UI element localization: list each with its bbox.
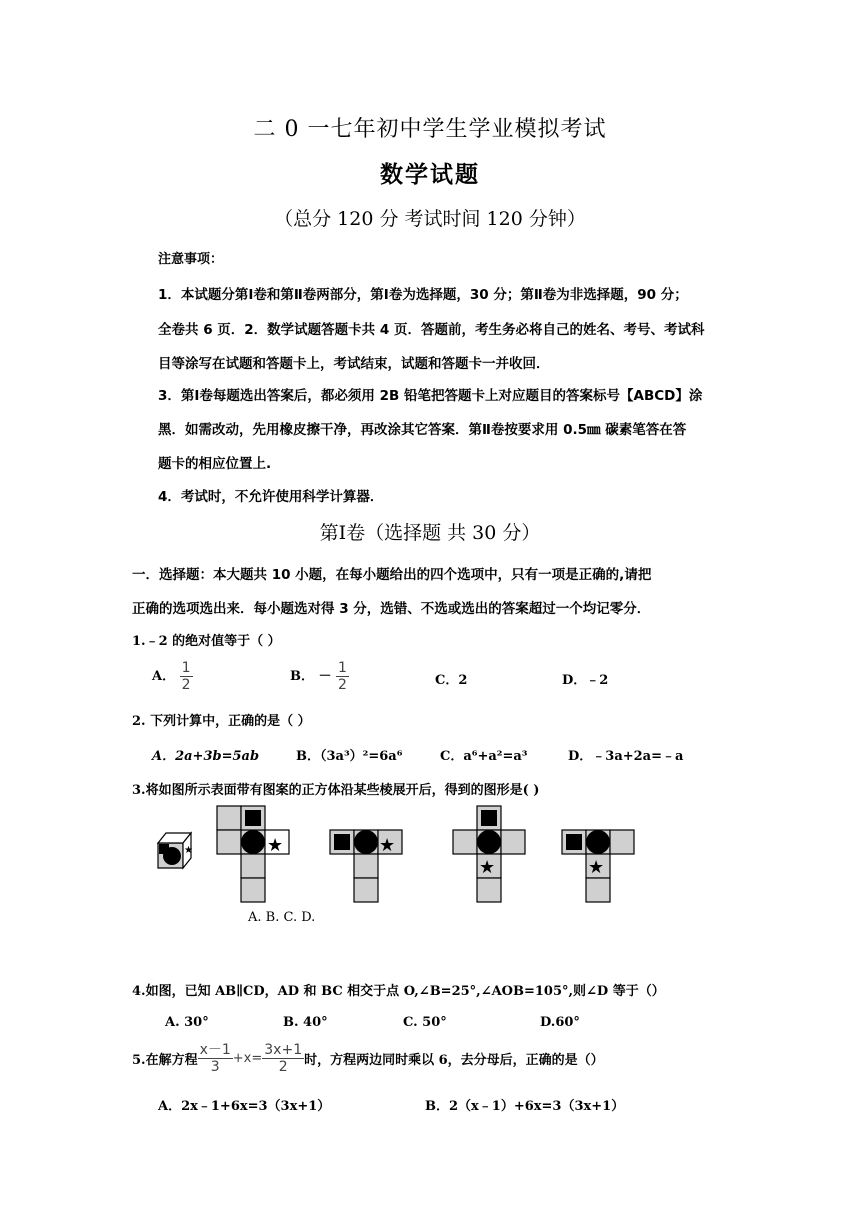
exam-info: （总分 120 分 考试时间 120 分钟） [274, 208, 586, 230]
notes-heading: 注意事项： [158, 252, 224, 267]
fraction [180, 660, 193, 693]
fraction [336, 660, 349, 693]
question-5-option-b: B．2（x﹣1）+6x=3（3x+1） [425, 1099, 625, 1114]
notes-line: 3．第Ⅰ卷每题选出答案后，都必须用 2B 铅笔把答题卡上对应题目的答案标号【ABCD】涂 [158, 388, 703, 404]
section-title: 第Ⅰ卷（选择题 共 30 分） [319, 522, 541, 544]
cube-nets-figure [150, 800, 650, 910]
question-1-option-b [290, 660, 349, 693]
notes-line: 全卷共 6 页．2．数学试题答题卡共 4 页．答题前，考生务必将自己的姓名、考号、考试科 [158, 322, 705, 338]
fraction-denominator: 2 [338, 677, 347, 693]
svg-text:★: ★ [184, 845, 193, 856]
fraction-denominator: 3 [210, 1059, 220, 1075]
question-2-option-a: A．2a+3b=5ab [152, 749, 260, 764]
question-5-stem-post: 时，方程两边同时乘以 6，去分母后，正确的是（） [304, 1053, 604, 1068]
question-1-option-d: D．﹣2 [562, 673, 609, 688]
question-4-option-d: D.60° [540, 1015, 580, 1030]
fraction-numerator: 3x+1 [264, 1042, 303, 1058]
question-1-option-c: C．2 [435, 673, 468, 688]
fraction [198, 1042, 233, 1075]
question-2-option-d: D．﹣3a+2a=﹣a [568, 749, 684, 764]
svg-text:★: ★ [267, 835, 284, 856]
exam-title: 二 0 一七年初中学生学业模拟考试 [253, 117, 607, 142]
net-d [562, 830, 634, 902]
subject-title: 数学试题 [380, 161, 480, 188]
notes-line: 题卡的相应位置上. [158, 456, 272, 472]
fraction [262, 1042, 304, 1075]
question-1-option-a [152, 660, 193, 693]
question-1-stem: 1.﹣2 的绝对值等于（ ） [132, 634, 281, 649]
question-5-stem-pre: 5.在解方程 [132, 1053, 198, 1068]
question-5-option-a: A．2x﹣1+6x=3（3x+1） [158, 1099, 331, 1114]
question-5-mid: +x= [232, 1051, 263, 1066]
question-4-stem: 4.如图，已知 AB∥CD，AD 和 BC 相交于点 O,∠B=25°,∠AOB=105°,则∠D 等于（） [132, 984, 665, 999]
question-3-caption: A. B. C. D. [248, 910, 316, 925]
svg-text:★: ★ [379, 835, 396, 856]
net-c [453, 806, 525, 902]
fraction-numerator: 1 [181, 660, 191, 676]
question-2-option-c: C．a⁶+a²=a³ [440, 749, 528, 764]
notes-line: 目等涂写在试题和答题卡上，考试结束，试题和答题卡一并收回． [158, 356, 550, 372]
question-2-option-b: B．（3a³）²=6a⁶ [296, 749, 403, 764]
fraction-denominator: 2 [278, 1059, 288, 1075]
svg-text:★: ★ [588, 857, 605, 878]
question-4-option-b: B. 40° [283, 1015, 328, 1030]
notes-line: 1．本试题分第Ⅰ卷和第Ⅱ卷两部分，第Ⅰ卷为选择题，30 分；第Ⅱ卷为非选择题，90 分； [158, 287, 688, 303]
question-3-stem: 3.将如图所示表面带有图案的正方体沿某些棱展开后，得到的图形是( ) [132, 783, 540, 798]
section-intro-line: 一．选择题：本大题共 10 小题，在每小题给出的四个选项中，只有一项是正确的,请把 [132, 567, 652, 583]
net-a [217, 806, 289, 902]
fraction-numerator: 1 [338, 660, 347, 676]
net-b [330, 830, 402, 902]
fraction-denominator: 2 [181, 677, 191, 693]
section-intro-line: 正确的选项选出来．每小题选对得 3 分，选错、不选或选出的答案超过一个均记零分． [132, 601, 651, 617]
fraction-numerator: x－1 [199, 1042, 231, 1058]
option-label: B． － [290, 669, 332, 684]
question-2-stem: 2. 下列计算中，正确的是（ ） [132, 714, 311, 729]
question-4-option-c: C. 50° [403, 1015, 447, 1030]
question-4-option-a: A. 30° [165, 1015, 209, 1030]
notes-line: 黑．如需改动，先用橡皮擦干净，再改涂其它答案．第Ⅱ卷按要求用 0.5㎜ 碳素笔答在答 [158, 422, 687, 438]
cube-icon [158, 833, 193, 868]
option-label: A． [152, 669, 176, 684]
svg-text:★: ★ [479, 857, 496, 878]
question-5-stem [132, 1042, 604, 1075]
notes-line: 4．考试时，不允许使用科学计算器． [158, 489, 384, 505]
